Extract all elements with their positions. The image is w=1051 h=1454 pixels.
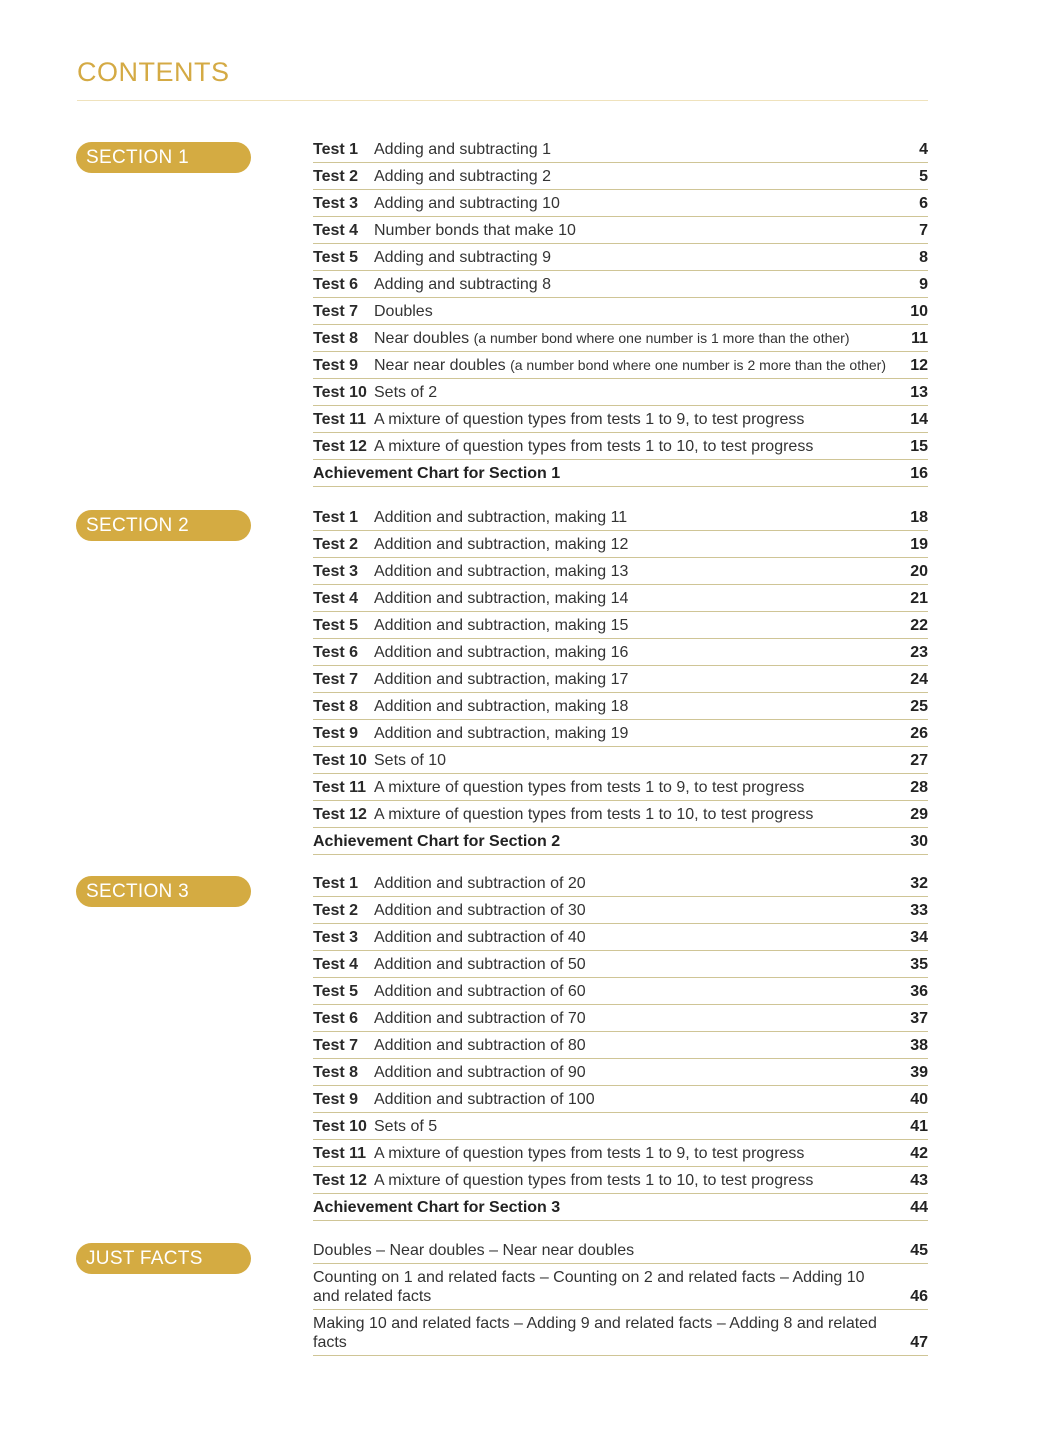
test-number: Test 1 xyxy=(313,509,359,526)
test-title-text: Addition and subtraction of 70 xyxy=(374,1010,586,1027)
achievement-chart-title: Achievement Chart for Section 1 xyxy=(313,465,561,482)
test-title xyxy=(374,670,888,689)
page-number: 41 xyxy=(910,1118,928,1135)
test-number: Test 1 xyxy=(313,141,359,158)
test-title-text: Addition and subtraction, making 15 xyxy=(374,617,629,634)
test-title xyxy=(374,697,888,716)
page-number: 34 xyxy=(910,929,928,946)
page-number: 18 xyxy=(910,509,928,526)
page-number: 38 xyxy=(910,1037,928,1054)
page-number: 47 xyxy=(910,1334,928,1351)
page-number: 24 xyxy=(910,671,928,688)
test-number: Test 6 xyxy=(313,276,359,293)
just-facts-rows xyxy=(313,1237,928,1356)
test-title-text: Addition and subtraction of 30 xyxy=(374,902,586,919)
test-title xyxy=(374,1090,888,1109)
test-title xyxy=(374,616,888,635)
test-title xyxy=(374,1063,888,1082)
page-number: 4 xyxy=(919,141,928,158)
test-title-text: A mixture of question types from tests 1 to 9, to test progress xyxy=(374,779,805,796)
test-title-text: A mixture of question types from tests 1 to 10, to test progress xyxy=(374,806,814,823)
toc-row[interactable] xyxy=(313,639,928,666)
test-title xyxy=(374,643,888,662)
toc-row[interactable] xyxy=(313,897,928,924)
page-number: 13 xyxy=(910,384,928,401)
page-number: 42 xyxy=(910,1145,928,1162)
test-number: Test 1 xyxy=(313,875,359,892)
toc-row[interactable] xyxy=(313,325,928,352)
test-title xyxy=(374,140,888,159)
just-facts-row[interactable] xyxy=(313,1310,928,1356)
toc-row[interactable] xyxy=(313,1113,928,1140)
section-label: SECTION 1 xyxy=(76,142,251,173)
test-number: Test 5 xyxy=(313,983,359,1000)
toc-row[interactable] xyxy=(313,747,928,774)
test-title xyxy=(374,901,888,920)
test-title xyxy=(374,275,888,294)
test-number: Test 12 xyxy=(313,438,367,455)
page-number: 10 xyxy=(910,303,928,320)
test-title-text: Adding and subtracting 1 xyxy=(374,141,552,158)
toc-row[interactable] xyxy=(313,693,928,720)
toc-row[interactable] xyxy=(313,870,928,897)
test-title xyxy=(374,751,888,770)
section-rows xyxy=(313,870,928,1221)
test-title-text: A mixture of question types from tests 1 to 9, to test progress xyxy=(374,411,805,428)
page-title: CONTENTS xyxy=(77,57,230,87)
test-title-text: Doubles xyxy=(374,303,433,320)
toc-row[interactable] xyxy=(313,558,928,585)
page-number: 22 xyxy=(910,617,928,634)
test-number: Test 10 xyxy=(313,384,367,401)
page-number: 20 xyxy=(910,563,928,580)
test-number: Test 4 xyxy=(313,956,359,973)
test-number: Test 12 xyxy=(313,806,367,823)
test-title xyxy=(374,1117,888,1136)
test-title-text: Addition and subtraction, making 17 xyxy=(374,671,629,688)
toc-row[interactable] xyxy=(313,271,928,298)
test-number: Test 7 xyxy=(313,1037,359,1054)
test-title-text: Addition and subtraction, making 13 xyxy=(374,563,629,580)
test-number: Test 8 xyxy=(313,330,359,347)
test-title xyxy=(374,982,888,1001)
test-number: Test 7 xyxy=(313,671,359,688)
page-number: 6 xyxy=(919,195,928,212)
test-number: Test 11 xyxy=(313,411,367,428)
page-number: 39 xyxy=(910,1064,928,1081)
test-number: Test 5 xyxy=(313,249,359,266)
section-label: SECTION 3 xyxy=(76,876,251,907)
achievement-chart-row[interactable] xyxy=(313,1194,928,1221)
page-number: 33 xyxy=(910,902,928,919)
test-title-note: (a number bond where one number is 1 more than the other) xyxy=(473,330,850,346)
toc-row[interactable] xyxy=(313,1005,928,1032)
test-title xyxy=(374,410,888,429)
toc-row[interactable] xyxy=(313,585,928,612)
achievement-chart-title: Achievement Chart for Section 3 xyxy=(313,1199,561,1216)
page-number: 14 xyxy=(910,411,928,428)
just-facts-row[interactable] xyxy=(313,1237,928,1264)
page-number: 46 xyxy=(910,1288,928,1305)
page-number: 45 xyxy=(910,1242,928,1259)
test-number: Test 2 xyxy=(313,902,359,919)
just-facts-row[interactable] xyxy=(313,1264,928,1310)
test-number: Test 12 xyxy=(313,1172,367,1189)
page-number: 21 xyxy=(910,590,928,607)
toc-row[interactable] xyxy=(313,217,928,244)
test-title xyxy=(374,1036,888,1055)
test-number: Test 9 xyxy=(313,1091,359,1108)
page-number: 19 xyxy=(910,536,928,553)
test-title xyxy=(374,874,888,893)
page-number: 36 xyxy=(910,983,928,1000)
test-title xyxy=(374,329,888,348)
section-label: JUST FACTS xyxy=(76,1243,251,1274)
section-rows xyxy=(313,136,928,487)
test-title xyxy=(374,302,888,321)
test-number: Test 9 xyxy=(313,357,359,374)
test-title xyxy=(374,167,888,186)
page-number: 40 xyxy=(910,1091,928,1108)
toc-row[interactable] xyxy=(313,1086,928,1113)
test-number: Test 7 xyxy=(313,303,359,320)
toc-row[interactable] xyxy=(313,1140,928,1167)
title-divider xyxy=(77,100,928,101)
test-title xyxy=(374,1171,888,1190)
page-number: 30 xyxy=(910,833,928,850)
test-number: Test 4 xyxy=(313,222,359,239)
test-number: Test 4 xyxy=(313,590,359,607)
test-title-text: Adding and subtracting 9 xyxy=(374,249,552,266)
test-title-text: A mixture of question types from tests 1 to 10, to test progress xyxy=(374,438,814,455)
test-number: Test 11 xyxy=(313,779,367,796)
test-title-text: Adding and subtracting 2 xyxy=(374,168,552,185)
toc-row[interactable] xyxy=(313,352,928,379)
toc-row[interactable] xyxy=(313,801,928,828)
test-number: Test 6 xyxy=(313,644,359,661)
section-label: SECTION 2 xyxy=(76,510,251,541)
page-number: 26 xyxy=(910,725,928,742)
page-number: 44 xyxy=(910,1199,928,1216)
test-title xyxy=(374,1144,888,1163)
test-number: Test 2 xyxy=(313,536,359,553)
toc-row[interactable] xyxy=(313,163,928,190)
achievement-chart-row[interactable] xyxy=(313,828,928,855)
test-title-text: Adding and subtracting 10 xyxy=(374,195,560,212)
test-title xyxy=(374,562,888,581)
test-title xyxy=(374,589,888,608)
toc-row[interactable] xyxy=(313,720,928,747)
test-title-text: Addition and subtraction, making 19 xyxy=(374,725,629,742)
test-title xyxy=(374,437,888,456)
test-title-text: Addition and subtraction, making 11 xyxy=(374,509,628,526)
test-title-text: Addition and subtraction, making 14 xyxy=(374,590,629,607)
toc-row[interactable] xyxy=(313,951,928,978)
test-title xyxy=(374,724,888,743)
toc-row[interactable] xyxy=(313,406,928,433)
section-rows xyxy=(313,504,928,855)
test-title xyxy=(374,356,888,375)
test-title-text: Sets of 5 xyxy=(374,1118,438,1135)
test-title xyxy=(374,535,888,554)
facts-title: Counting on 1 and related facts – Counting on 2 and related facts – Adding 10 and related facts xyxy=(313,1269,865,1305)
test-title-text: A mixture of question types from tests 1 to 10, to test progress xyxy=(374,1172,814,1189)
page-number: 27 xyxy=(910,752,928,769)
test-title-text: Addition and subtraction of 40 xyxy=(374,929,586,946)
toc-row[interactable] xyxy=(313,379,928,406)
test-number: Test 8 xyxy=(313,1064,359,1081)
test-title-text: Addition and subtraction, making 16 xyxy=(374,644,629,661)
page-number: 9 xyxy=(919,276,928,293)
page-number: 28 xyxy=(910,779,928,796)
toc-row[interactable] xyxy=(313,1059,928,1086)
toc-row[interactable] xyxy=(313,298,928,325)
toc-row[interactable] xyxy=(313,190,928,217)
test-number: Test 8 xyxy=(313,698,359,715)
toc-row[interactable] xyxy=(313,244,928,271)
test-title-text: Sets of 2 xyxy=(374,384,438,401)
page-number: 15 xyxy=(910,438,928,455)
test-title xyxy=(374,194,888,213)
toc-row[interactable] xyxy=(313,433,928,460)
test-title xyxy=(374,805,888,824)
facts-title: Doubles – Near doubles – Near near doubles xyxy=(313,1242,635,1259)
page-number: 43 xyxy=(910,1172,928,1189)
toc-row[interactable] xyxy=(313,531,928,558)
page-number: 37 xyxy=(910,1010,928,1027)
test-number: Test 11 xyxy=(313,1145,367,1162)
test-title-text: Adding and subtracting 8 xyxy=(374,276,552,293)
test-number: Test 3 xyxy=(313,563,359,580)
toc-row[interactable] xyxy=(313,978,928,1005)
toc-row[interactable] xyxy=(313,774,928,801)
toc-row[interactable] xyxy=(313,504,928,531)
page-number: 29 xyxy=(910,806,928,823)
toc-row[interactable] xyxy=(313,1032,928,1059)
test-title-text: Addition and subtraction of 60 xyxy=(374,983,586,1000)
test-number: Test 5 xyxy=(313,617,359,634)
test-title-text: Addition and subtraction of 80 xyxy=(374,1037,586,1054)
toc-row[interactable] xyxy=(313,666,928,693)
achievement-chart-title: Achievement Chart for Section 2 xyxy=(313,833,561,850)
test-title xyxy=(374,248,888,267)
test-title-text: Near near doubles xyxy=(374,357,511,374)
test-number: Test 3 xyxy=(313,929,359,946)
test-number: Test 10 xyxy=(313,752,367,769)
test-title xyxy=(374,955,888,974)
page-number: 7 xyxy=(919,222,928,239)
test-title xyxy=(374,1009,888,1028)
test-title-text: Addition and subtraction of 50 xyxy=(374,956,586,973)
toc-row[interactable] xyxy=(313,1167,928,1194)
test-title-text: Sets of 10 xyxy=(374,752,447,769)
achievement-chart-row[interactable] xyxy=(313,460,928,487)
test-number: Test 10 xyxy=(313,1118,367,1135)
page-number: 23 xyxy=(910,644,928,661)
test-number: Test 3 xyxy=(313,195,359,212)
test-number: Test 6 xyxy=(313,1010,359,1027)
page-number: 8 xyxy=(919,249,928,266)
test-number: Test 2 xyxy=(313,168,359,185)
page-number: 25 xyxy=(910,698,928,715)
test-title xyxy=(374,221,888,240)
page-number: 11 xyxy=(911,330,928,347)
test-title xyxy=(374,508,888,527)
test-title xyxy=(374,928,888,947)
facts-title: Making 10 and related facts – Adding 9 and related facts – Adding 8 and related facts xyxy=(313,1315,877,1351)
test-title-text: Addition and subtraction of 90 xyxy=(374,1064,586,1081)
test-title-note: (a number bond where one number is 2 more than the other) xyxy=(510,357,886,373)
toc-row[interactable] xyxy=(313,924,928,951)
test-title xyxy=(374,383,888,402)
page-number: 35 xyxy=(910,956,928,973)
page-number: 5 xyxy=(919,168,928,185)
test-title-text: Near doubles xyxy=(374,330,474,347)
test-title-text: Addition and subtraction of 20 xyxy=(374,875,586,892)
test-title-text: A mixture of question types from tests 1 to 9, to test progress xyxy=(374,1145,805,1162)
page-number: 16 xyxy=(910,465,928,482)
page-number: 12 xyxy=(910,357,928,374)
test-title-text: Addition and subtraction of 100 xyxy=(374,1091,595,1108)
test-title-text: Number bonds that make 10 xyxy=(374,222,576,239)
page-number: 32 xyxy=(910,875,928,892)
test-title xyxy=(374,778,888,797)
test-title-text: Addition and subtraction, making 18 xyxy=(374,698,629,715)
toc-row[interactable] xyxy=(313,612,928,639)
toc-row[interactable] xyxy=(313,136,928,163)
test-title-text: Addition and subtraction, making 12 xyxy=(374,536,629,553)
test-number: Test 9 xyxy=(313,725,359,742)
